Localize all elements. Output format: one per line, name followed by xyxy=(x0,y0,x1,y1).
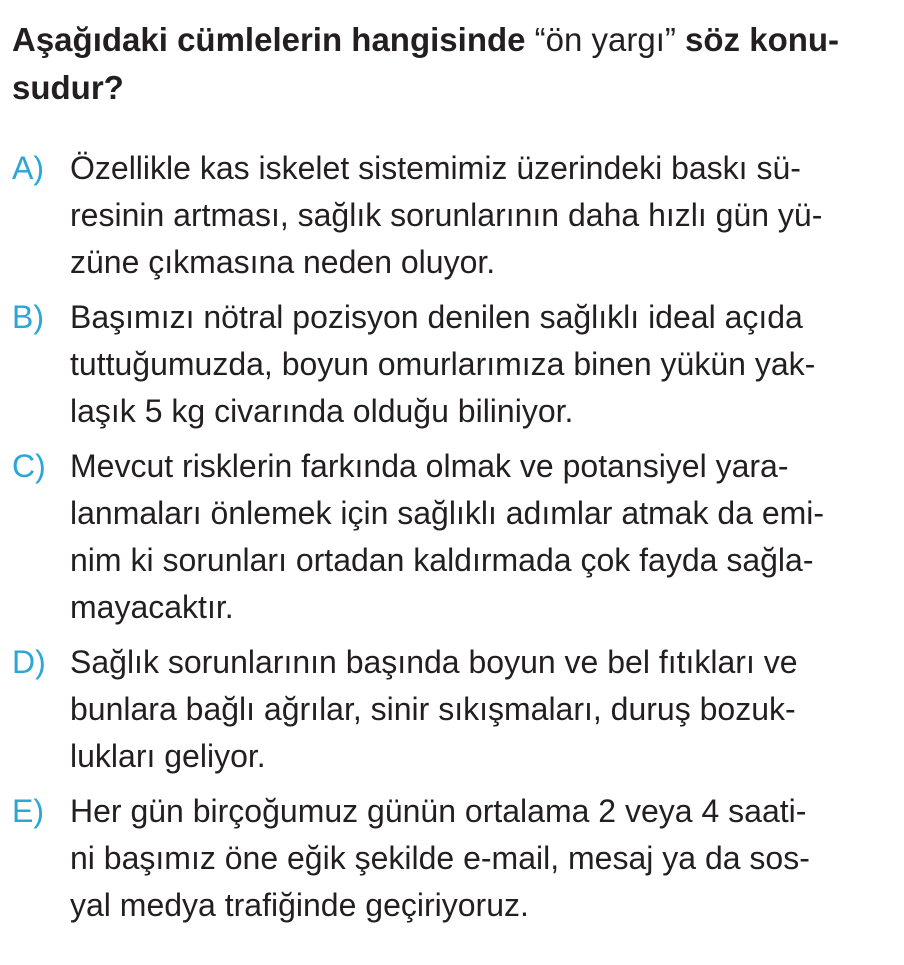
option-d-line-3: lukları geliyor. xyxy=(70,738,266,774)
option-d[interactable] xyxy=(12,639,892,780)
option-a[interactable] xyxy=(12,145,892,286)
option-d-letter: D) xyxy=(12,644,46,680)
option-c-line-1: Mevcut risklerin farkında olmak ve potansiyel yara- xyxy=(70,448,789,484)
question-line-1 xyxy=(12,16,892,64)
option-d-line-2: bunlara bağlı ağrılar, sinir sıkışmaları, duruş bozuk- xyxy=(70,691,796,727)
answer-options xyxy=(12,145,892,937)
option-d-line-1: Sağlık sorunlarının başında boyun ve bel fıtıkları ve xyxy=(70,644,798,680)
question-text-part1: Aşağıdaki cümlelerin hangisinde xyxy=(12,21,535,58)
option-b-line-3: laşık 5 kg civarında olduğu biliniyor. xyxy=(70,393,574,429)
option-e-letter: E) xyxy=(12,793,44,829)
option-b-line-1: Başımızı nötral pozisyon denilen sağlıklı ideal açıda xyxy=(70,299,803,335)
question-line-2: sudur? xyxy=(12,69,124,106)
option-e-line-3: yal medya trafiğinde geçiriyoruz. xyxy=(70,887,529,923)
question-text-part2: söz konu- xyxy=(675,21,840,58)
option-b-letter: B) xyxy=(12,299,44,335)
option-c-line-3: nim ki sorunları ortadan kaldırmada çok fayda sağla- xyxy=(70,542,814,578)
option-b-line-2: tuttuğumuzda, boyun omurlarımıza binen yükün yak- xyxy=(70,346,816,382)
option-c-letter: C) xyxy=(12,448,46,484)
option-a-line-1: Özellikle kas iskelet sistemimiz üzerindeki baskı sü- xyxy=(70,150,801,186)
option-c[interactable] xyxy=(12,443,892,631)
option-a-letter: A) xyxy=(12,150,44,186)
option-e[interactable] xyxy=(12,788,892,929)
option-e-line-1: Her gün birçoğumuz günün ortalama 2 veya 4 saati- xyxy=(70,793,807,829)
question-quoted-term: “ön yargı” xyxy=(534,21,676,58)
option-c-line-4: mayacaktır. xyxy=(70,589,234,625)
option-e-line-2: ni başımız öne eğik şekilde e-mail, mesaj ya da sos- xyxy=(70,840,810,876)
option-c-line-2: lanmaları önlemek için sağlıklı adımlar atmak da emi- xyxy=(70,495,825,531)
question-stem xyxy=(12,16,892,112)
option-b[interactable] xyxy=(12,294,892,435)
option-a-line-2: resinin artması, sağlık sorunlarının daha hızlı gün yü- xyxy=(70,197,823,233)
option-a-line-3: züne çıkmasına neden oluyor. xyxy=(70,244,496,280)
